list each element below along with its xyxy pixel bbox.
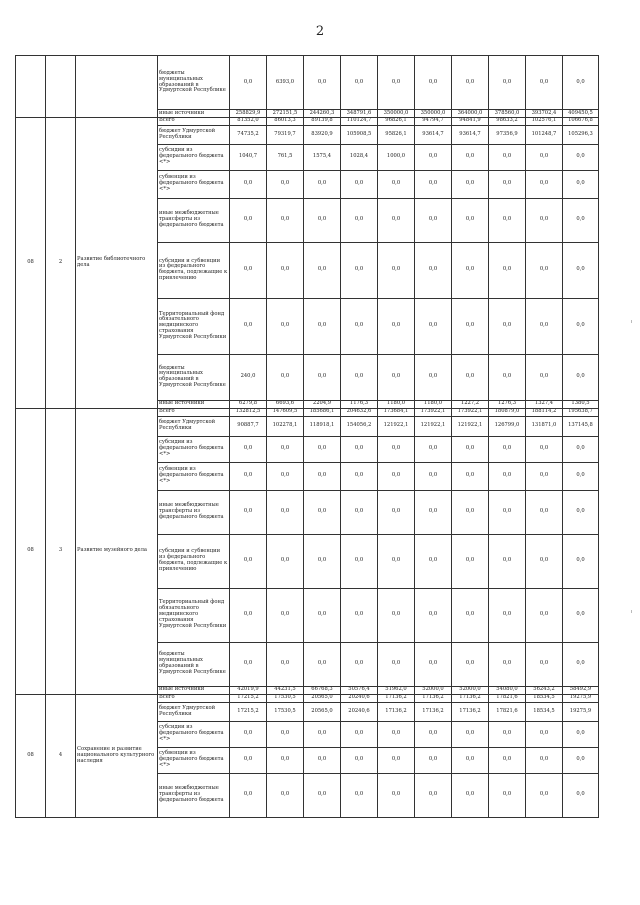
- funding-source: иные источники: [158, 686, 230, 694]
- amount-cell: 0,0: [378, 588, 415, 642]
- amount-cell: 0,0: [563, 534, 599, 588]
- amount-cell: 0,0: [563, 721, 599, 747]
- amount-cell: 106676,8: [563, 117, 599, 125]
- amount-cell: 0,0: [378, 436, 415, 462]
- table-row: [16, 117, 599, 125]
- amount-cell: 0,0: [267, 642, 304, 686]
- amount-cell: 0,0: [489, 534, 526, 588]
- amount-cell: 121922,1: [378, 416, 415, 436]
- amount-cell: 0,0: [341, 354, 378, 400]
- amount-cell: 96826,1: [378, 117, 415, 125]
- amount-cell: 17215,2: [230, 694, 267, 702]
- amount-cell: 17821,6: [489, 694, 526, 702]
- amount-cell: 0,0: [341, 436, 378, 462]
- amount-cell: 0,0: [341, 747, 378, 773]
- funding-source: Территориальный фонд обязательного медицинского страхования Удмуртской Республики: [158, 298, 230, 354]
- amount-cell: 0,0: [563, 462, 599, 490]
- amount-cell: 0,0: [489, 436, 526, 462]
- amount-cell: 0,0: [489, 198, 526, 242]
- amount-cell: 98633,2: [489, 117, 526, 125]
- amount-cell: 0,0: [415, 56, 452, 110]
- amount-cell: 0,0: [378, 242, 415, 298]
- amount-cell: 0,0: [378, 198, 415, 242]
- amount-cell: 0,0: [378, 354, 415, 400]
- amount-cell: 0,0: [415, 436, 452, 462]
- amount-cell: 0,0: [341, 56, 378, 110]
- amount-cell: 0,0: [415, 198, 452, 242]
- amount-cell: 378560,0: [489, 110, 526, 118]
- amount-cell: 0,0: [378, 56, 415, 110]
- funding-source: субсидии из федерального бюджета <*>: [158, 436, 230, 462]
- funding-source: бюджет Удмуртской Республики: [158, 416, 230, 436]
- amount-cell: 52000,0: [415, 686, 452, 694]
- amount-cell: 393702,4: [526, 110, 563, 118]
- amount-cell: 1180,0: [378, 400, 415, 408]
- amount-cell: 1176,3: [341, 400, 378, 408]
- amount-cell: 0,0: [563, 747, 599, 773]
- amount-cell: 0,0: [489, 642, 526, 686]
- amount-cell: 0,0: [415, 170, 452, 198]
- amount-cell: 0,0: [452, 170, 489, 198]
- amount-cell: 0,0: [489, 747, 526, 773]
- amount-cell: 272151,5: [267, 110, 304, 118]
- amount-cell: 0,0: [230, 747, 267, 773]
- amount-cell: 0,0: [304, 773, 341, 817]
- amount-cell: 89139,8: [304, 117, 341, 125]
- amount-cell: 0,0: [452, 747, 489, 773]
- funding-source: иные источники: [158, 110, 230, 118]
- amount-cell: 0,0: [341, 773, 378, 817]
- amount-cell: 0,0: [452, 198, 489, 242]
- amount-cell: 0,0: [267, 242, 304, 298]
- amount-cell: 0,0: [415, 721, 452, 747]
- amount-cell: 0,0: [526, 298, 563, 354]
- program-code: 08: [16, 408, 46, 694]
- subprogram-code: 2: [46, 117, 76, 408]
- funding-source: бюджеты муниципальных образований в Удмуртской Республике: [158, 56, 230, 110]
- amount-cell: 0,0: [230, 642, 267, 686]
- amount-cell: 66768,3: [304, 686, 341, 694]
- amount-cell: 0,0: [304, 170, 341, 198]
- amount-cell: 0,0: [489, 56, 526, 110]
- amount-cell: 0,0: [563, 198, 599, 242]
- amount-cell: 0,0: [304, 747, 341, 773]
- amount-cell: 79319,7: [267, 125, 304, 144]
- amount-cell: 17136,2: [378, 702, 415, 721]
- table-row: [16, 694, 599, 702]
- amount-cell: 0,0: [452, 534, 489, 588]
- amount-cell: 97356,9: [489, 125, 526, 144]
- amount-cell: 18534,5: [526, 694, 563, 702]
- amount-cell: 0,0: [563, 354, 599, 400]
- funding-source: субвенции из федерального бюджета <*>: [158, 462, 230, 490]
- amount-cell: 0,0: [304, 721, 341, 747]
- amount-cell: 0,0: [267, 490, 304, 534]
- amount-cell: 0,0: [489, 170, 526, 198]
- amount-cell: 20240,6: [341, 694, 378, 702]
- funding-source: субвенции из федерального бюджета <*>: [158, 170, 230, 198]
- amount-cell: 126799,0: [489, 416, 526, 436]
- amount-cell: 0,0: [563, 642, 599, 686]
- amount-cell: 56243,2: [526, 686, 563, 694]
- amount-cell: 118918,1: [304, 416, 341, 436]
- amount-cell: 0,0: [304, 56, 341, 110]
- amount-cell: 0,0: [415, 747, 452, 773]
- funding-source: субсидии и субвенции из федерального бюджета, подлежащие к привлечению: [158, 242, 230, 298]
- amount-cell: 0,0: [563, 144, 599, 170]
- amount-cell: 204632,6: [341, 408, 378, 416]
- amount-cell: 0,0: [230, 462, 267, 490]
- amount-cell: 0,0: [489, 354, 526, 400]
- amount-cell: 188114,2: [526, 408, 563, 416]
- amount-cell: 364000,0: [452, 110, 489, 118]
- table-row: [16, 56, 599, 110]
- amount-cell: 0,0: [489, 298, 526, 354]
- amount-cell: 17530,5: [267, 694, 304, 702]
- amount-cell: 195638,7: [563, 408, 599, 416]
- amount-cell: 137145,8: [563, 416, 599, 436]
- amount-cell: 0,0: [526, 242, 563, 298]
- amount-cell: 350000,0: [378, 110, 415, 118]
- amount-cell: 0,0: [526, 144, 563, 170]
- amount-cell: 6393,0: [267, 56, 304, 110]
- amount-cell: 1000,0: [378, 144, 415, 170]
- budget-table-body: [16, 56, 599, 818]
- funding-source: субсидии из федерального бюджета <*>: [158, 721, 230, 747]
- subprogram-name: Развитие библиотечного дела: [76, 117, 158, 408]
- amount-cell: 6693,6: [267, 400, 304, 408]
- amount-cell: 1180,0: [415, 400, 452, 408]
- amount-cell: 17136,2: [452, 702, 489, 721]
- amount-cell: 0,0: [267, 354, 304, 400]
- program-code: 08: [16, 117, 46, 408]
- amount-cell: 0,0: [526, 588, 563, 642]
- amount-cell: 0,0: [415, 242, 452, 298]
- amount-cell: 244260,3: [304, 110, 341, 118]
- amount-cell: 0,0: [526, 534, 563, 588]
- funding-source: Всего: [158, 694, 230, 702]
- amount-cell: 0,0: [267, 747, 304, 773]
- amount-cell: 94841,9: [452, 117, 489, 125]
- amount-cell: 0,0: [526, 490, 563, 534]
- amount-cell: 17136,2: [415, 694, 452, 702]
- amount-cell: 0,0: [230, 242, 267, 298]
- amount-cell: 110124,7: [341, 117, 378, 125]
- amount-cell: 54080,0: [489, 686, 526, 694]
- amount-cell: 0,0: [304, 242, 341, 298]
- amount-cell: 0,0: [489, 721, 526, 747]
- amount-cell: 0,0: [267, 170, 304, 198]
- amount-cell: 0,0: [415, 490, 452, 534]
- amount-cell: 0,0: [230, 170, 267, 198]
- amount-cell: 0,0: [452, 354, 489, 400]
- amount-cell: 1380,5: [563, 400, 599, 408]
- amount-cell: 409450,5: [563, 110, 599, 118]
- amount-cell: 0,0: [378, 747, 415, 773]
- amount-cell: 0,0: [304, 436, 341, 462]
- amount-cell: 81352,0: [230, 117, 267, 125]
- amount-cell: 0,0: [526, 170, 563, 198]
- amount-cell: 0,0: [526, 198, 563, 242]
- continued-cell: [16, 56, 46, 118]
- amount-cell: 0,0: [230, 198, 267, 242]
- amount-cell: 86013,3: [267, 117, 304, 125]
- subprogram-code: 3: [46, 408, 76, 694]
- funding-source: бюджет Удмуртской Республики: [158, 125, 230, 144]
- amount-cell: 0,0: [230, 534, 267, 588]
- amount-cell: 132812,5: [230, 408, 267, 416]
- amount-cell: 0,0: [452, 436, 489, 462]
- amount-cell: 0,0: [563, 298, 599, 354]
- amount-cell: 17821,6: [489, 702, 526, 721]
- amount-cell: 0,0: [267, 773, 304, 817]
- amount-cell: 0,0: [230, 588, 267, 642]
- amount-cell: 0,0: [526, 747, 563, 773]
- amount-cell: 0,0: [378, 490, 415, 534]
- amount-cell: 44231,5: [267, 686, 304, 694]
- amount-cell: 93614,7: [415, 125, 452, 144]
- amount-cell: 0,0: [415, 588, 452, 642]
- amount-cell: 1227,2: [452, 400, 489, 408]
- amount-cell: 17136,2: [452, 694, 489, 702]
- amount-cell: 0,0: [415, 642, 452, 686]
- amount-cell: 0,0: [267, 534, 304, 588]
- funding-source: Территориальный фонд обязательного медицинского страхования Удмуртской Республики: [158, 588, 230, 642]
- amount-cell: 0,0: [489, 773, 526, 817]
- amount-cell: 0,0: [526, 721, 563, 747]
- amount-cell: 1327,4: [526, 400, 563, 408]
- continued-cell: [46, 56, 76, 118]
- amount-cell: 0,0: [304, 198, 341, 242]
- amount-cell: 17136,2: [415, 702, 452, 721]
- funding-source: Всего: [158, 408, 230, 416]
- amount-cell: 0,0: [341, 490, 378, 534]
- amount-cell: 173684,1: [378, 408, 415, 416]
- amount-cell: 0,0: [563, 490, 599, 534]
- amount-cell: 0,0: [415, 534, 452, 588]
- amount-cell: 131871,0: [526, 416, 563, 436]
- amount-cell: 0,0: [378, 462, 415, 490]
- amount-cell: 0,0: [341, 462, 378, 490]
- amount-cell: 0,0: [415, 354, 452, 400]
- funding-source: иные межбюджетные трансферты из федерального бюджета: [158, 198, 230, 242]
- funding-source: субвенции из федерального бюджета <*>: [158, 747, 230, 773]
- funding-source: субсидии и субвенции из федерального бюджета, подлежащие к привлечению: [158, 534, 230, 588]
- amount-cell: 83920,9: [304, 125, 341, 144]
- amount-cell: 0,0: [452, 56, 489, 110]
- amount-cell: 17136,2: [378, 694, 415, 702]
- amount-cell: 0,0: [341, 642, 378, 686]
- amount-cell: 0,0: [563, 588, 599, 642]
- amount-cell: 0,0: [452, 642, 489, 686]
- subprogram-name: Развитие музейного дела: [76, 408, 158, 694]
- amount-cell: 0,0: [378, 773, 415, 817]
- amount-cell: 58492,9: [563, 686, 599, 694]
- amount-cell: 20565,0: [304, 694, 341, 702]
- program-code: 08: [16, 694, 46, 817]
- amount-cell: 0,0: [304, 534, 341, 588]
- funding-source: Всего: [158, 117, 230, 125]
- subprogram-code: 4: [46, 694, 76, 817]
- amount-cell: 94794,7: [415, 117, 452, 125]
- amount-cell: 121922,1: [415, 416, 452, 436]
- amount-cell: 0,0: [563, 56, 599, 110]
- amount-cell: 0,0: [267, 721, 304, 747]
- amount-cell: 0,0: [415, 462, 452, 490]
- amount-cell: 0,0: [452, 721, 489, 747]
- amount-cell: 0,0: [489, 462, 526, 490]
- scan-mark: [631, 320, 632, 323]
- amount-cell: 0,0: [526, 354, 563, 400]
- amount-cell: 258829,9: [230, 110, 267, 118]
- amount-cell: 20565,0: [304, 702, 341, 721]
- amount-cell: 0,0: [526, 436, 563, 462]
- amount-cell: 0,0: [378, 298, 415, 354]
- amount-cell: 0,0: [563, 773, 599, 817]
- continued-cell: [76, 56, 158, 118]
- amount-cell: 0,0: [341, 298, 378, 354]
- amount-cell: 42019,9: [230, 686, 267, 694]
- amount-cell: 0,0: [452, 490, 489, 534]
- amount-cell: 0,0: [452, 588, 489, 642]
- amount-cell: 0,0: [563, 170, 599, 198]
- amount-cell: 240,0: [230, 354, 267, 400]
- amount-cell: 0,0: [304, 642, 341, 686]
- amount-cell: 0,0: [563, 436, 599, 462]
- budget-table: [15, 55, 599, 818]
- amount-cell: 0,0: [415, 773, 452, 817]
- amount-cell: 101248,7: [526, 125, 563, 144]
- amount-cell: 180879,0: [489, 408, 526, 416]
- amount-cell: 0,0: [304, 354, 341, 400]
- amount-cell: 0,0: [341, 198, 378, 242]
- amount-cell: 0,0: [452, 298, 489, 354]
- amount-cell: 0,0: [230, 721, 267, 747]
- amount-cell: 173922,1: [452, 408, 489, 416]
- funding-source: бюджет Удмуртской Республики: [158, 702, 230, 721]
- amount-cell: 0,0: [489, 242, 526, 298]
- amount-cell: 0,0: [489, 144, 526, 170]
- amount-cell: 154056,2: [341, 416, 378, 436]
- amount-cell: 0,0: [526, 462, 563, 490]
- amount-cell: 0,0: [378, 721, 415, 747]
- amount-cell: 761,5: [267, 144, 304, 170]
- amount-cell: 0,0: [415, 144, 452, 170]
- page-number: 2: [315, 24, 325, 39]
- amount-cell: 0,0: [341, 242, 378, 298]
- amount-cell: 105908,5: [341, 125, 378, 144]
- funding-source: иные источники: [158, 400, 230, 408]
- amount-cell: 51962,0: [378, 686, 415, 694]
- amount-cell: 1028,4: [341, 144, 378, 170]
- funding-source: бюджеты муниципальных образований в Удмуртской Республике: [158, 642, 230, 686]
- scan-mark: [631, 610, 632, 613]
- amount-cell: 0,0: [415, 298, 452, 354]
- funding-source: субсидии из федерального бюджета <*>: [158, 144, 230, 170]
- amount-cell: 0,0: [526, 56, 563, 110]
- amount-cell: 6279,8: [230, 400, 267, 408]
- amount-cell: 90887,7: [230, 416, 267, 436]
- amount-cell: 74735,2: [230, 125, 267, 144]
- amount-cell: 0,0: [563, 242, 599, 298]
- amount-cell: 350000,0: [415, 110, 452, 118]
- amount-cell: 18534,5: [526, 702, 563, 721]
- amount-cell: 0,0: [378, 642, 415, 686]
- amount-cell: 0,0: [267, 198, 304, 242]
- amount-cell: 0,0: [378, 534, 415, 588]
- amount-cell: 0,0: [341, 721, 378, 747]
- amount-cell: 0,0: [304, 490, 341, 534]
- amount-cell: 0,0: [489, 490, 526, 534]
- amount-cell: 0,0: [341, 170, 378, 198]
- funding-source: бюджеты муниципальных образований в Удмуртской Республике: [158, 354, 230, 400]
- amount-cell: 0,0: [304, 588, 341, 642]
- amount-cell: 147609,5: [267, 408, 304, 416]
- amount-cell: 95826,1: [378, 125, 415, 144]
- amount-cell: 0,0: [526, 773, 563, 817]
- amount-cell: 0,0: [230, 436, 267, 462]
- amount-cell: 50576,4: [341, 686, 378, 694]
- amount-cell: 0,0: [452, 242, 489, 298]
- funding-source: иные межбюджетные трансферты из федерального бюджета: [158, 773, 230, 817]
- amount-cell: 348791,6: [341, 110, 378, 118]
- amount-cell: 102278,1: [267, 416, 304, 436]
- amount-cell: 20240,6: [341, 702, 378, 721]
- amount-cell: 52000,0: [452, 686, 489, 694]
- amount-cell: 102576,1: [526, 117, 563, 125]
- amount-cell: 0,0: [452, 462, 489, 490]
- amount-cell: 0,0: [341, 534, 378, 588]
- amount-cell: 0,0: [230, 490, 267, 534]
- amount-cell: 17530,5: [267, 702, 304, 721]
- amount-cell: 0,0: [304, 462, 341, 490]
- subprogram-name: Сохранение и развитие национального культурного наследия: [76, 694, 158, 817]
- amount-cell: 0,0: [304, 298, 341, 354]
- amount-cell: 0,0: [452, 144, 489, 170]
- amount-cell: 0,0: [526, 642, 563, 686]
- funding-source: иные межбюджетные трансферты из федерального бюджета: [158, 490, 230, 534]
- amount-cell: 0,0: [267, 436, 304, 462]
- amount-cell: 0,0: [267, 298, 304, 354]
- amount-cell: 0,0: [341, 588, 378, 642]
- amount-cell: 19275,9: [563, 694, 599, 702]
- amount-cell: 1040,7: [230, 144, 267, 170]
- amount-cell: 17215,2: [230, 702, 267, 721]
- amount-cell: 121922,1: [452, 416, 489, 436]
- amount-cell: 105296,3: [563, 125, 599, 144]
- amount-cell: 0,0: [267, 588, 304, 642]
- amount-cell: 0,0: [489, 588, 526, 642]
- amount-cell: 19275,9: [563, 702, 599, 721]
- amount-cell: 0,0: [378, 170, 415, 198]
- amount-cell: 0,0: [230, 298, 267, 354]
- amount-cell: 2204,9: [304, 400, 341, 408]
- amount-cell: 173922,1: [415, 408, 452, 416]
- amount-cell: 0,0: [230, 773, 267, 817]
- amount-cell: 185686,1: [304, 408, 341, 416]
- table-row: [16, 408, 599, 416]
- amount-cell: 0,0: [230, 56, 267, 110]
- amount-cell: 0,0: [267, 462, 304, 490]
- amount-cell: 93614,7: [452, 125, 489, 144]
- amount-cell: 1276,3: [489, 400, 526, 408]
- amount-cell: 1575,4: [304, 144, 341, 170]
- amount-cell: 0,0: [452, 773, 489, 817]
